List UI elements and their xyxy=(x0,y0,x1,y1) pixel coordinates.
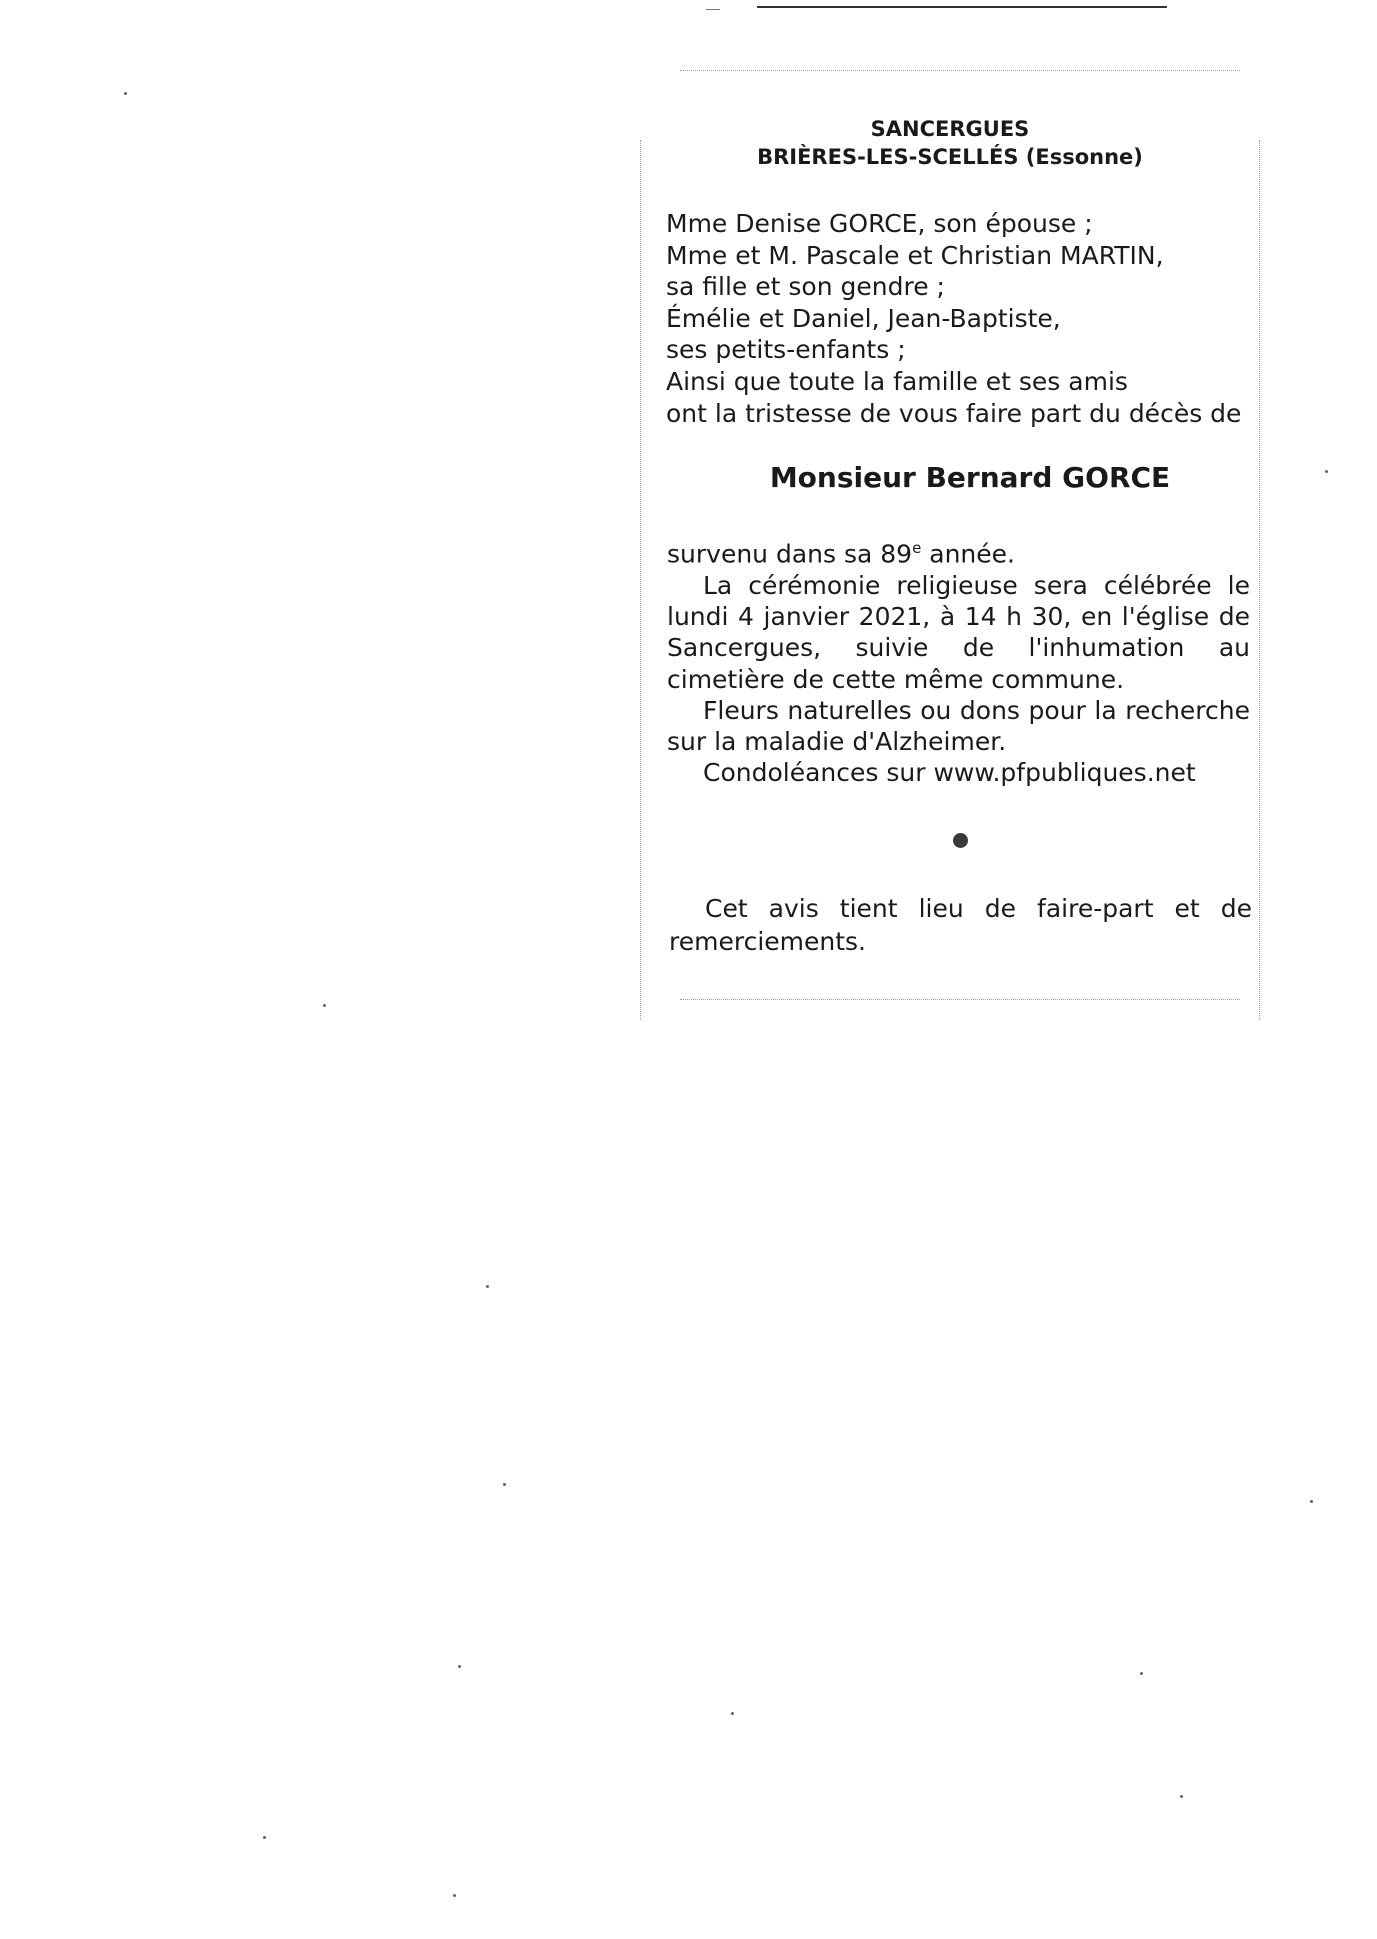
scan-speck xyxy=(731,1712,734,1715)
scan-speck xyxy=(1310,1500,1313,1503)
town-heading: SANCERGUES xyxy=(870,117,1030,141)
age-suffix: année. xyxy=(921,539,1015,569)
closing-paragraph: Cet avis tient lieu de faire-part et de remerciements. xyxy=(669,894,1252,956)
age-line xyxy=(667,533,1250,570)
scan-speck xyxy=(1140,1672,1143,1675)
scan-speck xyxy=(323,1004,326,1007)
family-line: Mme et M. Pascale et Christian MARTIN, xyxy=(666,240,1164,270)
notice-header xyxy=(640,115,1260,171)
family-line: Ainsi que toute la famille et ses amis xyxy=(666,366,1128,396)
scan-speck xyxy=(503,1483,506,1486)
family-line: ont la tristesse de vous faire part du décès de xyxy=(666,398,1242,428)
ceremony-paragraph: La cérémonie religieuse sera célébrée le lundi 4 janvier 2021, à 14 h 30, en l'église de Sancergues, suivie de l'inhumation au cimetière de cette même commune. xyxy=(667,570,1250,694)
scan-speck xyxy=(453,1894,456,1897)
scan-speck xyxy=(1180,1795,1183,1798)
subtown-heading: BRIÈRES-LES-SCELLÉS (Essonne) xyxy=(757,145,1143,169)
age-superscript: e xyxy=(912,539,922,557)
family-line: sa fille et son gendre ; xyxy=(666,272,945,302)
age-prefix: survenu dans sa 89 xyxy=(667,539,913,569)
scan-speck xyxy=(1325,470,1328,473)
clipping-left-edge xyxy=(640,140,641,1020)
scan-speck xyxy=(486,1285,489,1288)
scan-speck xyxy=(124,92,127,95)
scan-speck xyxy=(263,1836,266,1839)
family-list xyxy=(666,208,1256,429)
top-rule-small xyxy=(706,9,720,10)
death-notice-clipping xyxy=(640,70,1260,1000)
clipping-right-edge xyxy=(1259,140,1260,1020)
family-line: ses petits-enfants ; xyxy=(666,335,906,365)
top-rule xyxy=(757,6,1167,8)
separator-bullet xyxy=(953,833,968,848)
condolences-line: Condoléances sur www.pfpubliques.net xyxy=(703,758,1196,788)
clipping-bottom-edge xyxy=(680,999,1240,1000)
notice-body xyxy=(667,533,1250,789)
clipping-top-edge xyxy=(680,70,1240,71)
family-line: Émélie et Daniel, Jean-Baptiste, xyxy=(666,303,1061,333)
scan-speck xyxy=(458,1665,461,1668)
flowers-paragraph: Fleurs naturelles ou dons pour la recherche sur la maladie d'Alzheimer. xyxy=(667,695,1250,757)
family-line: Mme Denise GORCE, son épouse ; xyxy=(666,209,1093,238)
deceased-name: Monsieur Bernard GORCE xyxy=(769,461,1171,494)
